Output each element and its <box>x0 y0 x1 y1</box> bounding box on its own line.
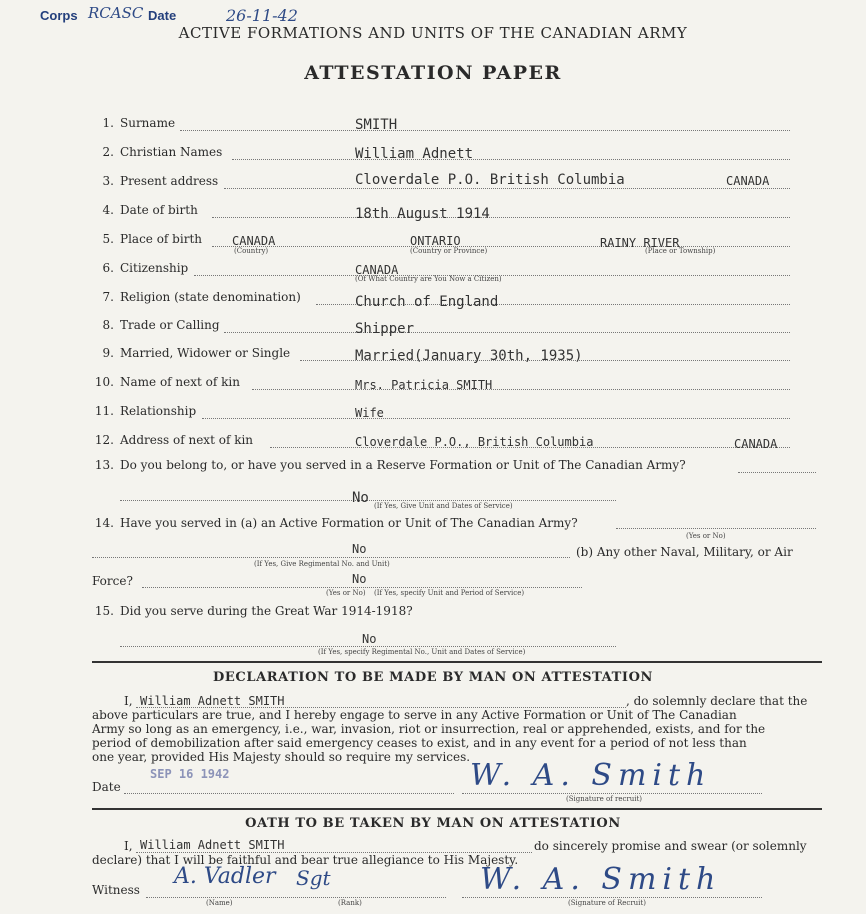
oath-line1-end: do sincerely promise and swear (or solemnly <box>534 839 807 853</box>
oath-signature-line <box>462 897 762 898</box>
item-3-country: CANADA <box>726 174 770 188</box>
declaration-signature-caption: (Signature of recruit) <box>566 795 643 803</box>
item-1-label: Surname <box>120 116 176 130</box>
q14-number: 14. <box>94 516 114 530</box>
item-8-label: Trade or Calling <box>120 318 220 332</box>
item-7-value: Church of England <box>355 294 499 310</box>
item-11-line <box>202 418 790 419</box>
item-5-place-caption: (Place or Township) <box>645 247 716 255</box>
form-header-title: ACTIVE FORMATIONS AND UNITS OF THE CANADIAN ARMY <box>178 24 688 42</box>
item-11-number: 11. <box>94 404 114 418</box>
witness-line <box>146 897 446 898</box>
item-4-line <box>212 217 790 218</box>
oath-title: OATH TO BE TAKEN BY MAN ON ATTESTATION <box>245 816 621 831</box>
declaration-date-stamp: SEP 16 1942 <box>150 767 230 781</box>
q15-answer-line <box>120 646 616 647</box>
q14-b-answer: No <box>352 572 367 586</box>
q14-b-caption: (If Yes, specify Unit and Period of Service) <box>374 589 525 597</box>
item-12-value: Cloverdale P.O., British Columbia <box>355 435 594 449</box>
item-5-province: ONTARIO <box>410 234 461 248</box>
item-1-value: SMITH <box>355 117 398 133</box>
q14-text: Have you served in (a) an Active Formation or Unit of The Canadian Army? <box>120 516 578 530</box>
item-1-number: 1. <box>102 116 114 130</box>
item-8-line <box>224 332 790 333</box>
item-2-value: William Adnett <box>355 146 474 162</box>
q15-text: Did you serve during the Great War 1914-1918? <box>120 604 413 618</box>
declaration-signature-line <box>462 793 762 794</box>
declaration-line3: Army so long as an emergency, i.e., war, invasion, riot or insurrection, real or apprehended, exists, and for the <box>92 722 766 736</box>
oath-i: I, <box>124 839 133 853</box>
q13-caption: (If Yes, Give Unit and Dates of Service) <box>374 502 513 510</box>
item-5-place: RAINY RIVER <box>600 236 680 250</box>
witness-label: Witness <box>92 883 140 897</box>
item-10-number: 10. <box>94 375 114 389</box>
item-2-label: Christian Names <box>120 145 223 159</box>
declaration-title: DECLARATION TO BE MADE BY MAN ON ATTESTATION <box>213 670 653 685</box>
q14-a-yesno-line <box>616 528 816 529</box>
item-4-value: 18th August 1914 <box>355 206 490 222</box>
q14-a-caption: (If Yes, Give Regimental No. and Unit) <box>254 560 390 568</box>
item-3-line <box>224 188 790 189</box>
declaration-name: William Adnett SMITH <box>140 694 285 708</box>
declaration-i: I, <box>124 694 133 708</box>
item-12-label: Address of next of kin <box>120 433 254 447</box>
witness-name-caption: (Name) <box>206 899 233 907</box>
declaration-line4: period of demobilization after said emergency ceases to exist, and in any event for a period of not less than <box>92 736 747 750</box>
oath-signature: W. A. Smith <box>480 862 722 897</box>
item-6-value: CANADA <box>355 263 399 277</box>
item-3-value: Cloverdale P.O. British Columbia <box>355 172 625 188</box>
q15-caption: (If Yes, specify Regimental No., Unit and Dates of Service) <box>318 648 526 656</box>
item-10-label: Name of next of kin <box>120 375 240 389</box>
item-5-number: 5. <box>102 232 114 246</box>
item-12-number: 12. <box>94 433 114 447</box>
declaration-line5: one year, provided His Majesty should so require my services. <box>92 750 471 764</box>
item-2-number: 2. <box>102 145 114 159</box>
item-3-label: Present address <box>120 174 219 188</box>
item-5-country: CANADA <box>232 234 276 248</box>
q14-a-answer: No <box>352 542 367 556</box>
item-9-value: Married(January 30th, 1935) <box>355 348 583 364</box>
q14-b-yesno-caption: (Yes or No) <box>326 589 366 597</box>
q14-force-label: Force? <box>92 574 133 588</box>
declaration-date-line <box>124 793 454 794</box>
item-8-value: Shipper <box>355 321 415 337</box>
declaration-date-label: Date <box>92 780 121 794</box>
q13-number: 13. <box>94 458 114 472</box>
q13-trailing-line <box>738 472 816 473</box>
oath-name: William Adnett SMITH <box>140 838 285 852</box>
q14-a-yesno-caption: (Yes or No) <box>686 532 726 540</box>
q15-number: 15. <box>94 604 114 618</box>
item-6-label: Citizenship <box>120 261 189 275</box>
q13-answer: No <box>352 490 369 506</box>
q13-text: Do you belong to, or have you served in a Reserve Formation or Unit of The Canadian Army? <box>120 458 686 472</box>
item-11-value: Wife <box>355 406 384 420</box>
oath-signature-caption: (Signature of Recruit) <box>568 899 646 907</box>
item-2-line <box>232 159 790 160</box>
corps-label: Corps <box>40 8 78 23</box>
item-5-province-caption: (Country or Province) <box>410 247 488 255</box>
q14-a-answer-line <box>92 557 570 558</box>
witness-rank-caption: (Rank) <box>338 899 362 907</box>
item-9-number: 9. <box>102 346 114 360</box>
item-6-number: 6. <box>102 261 114 275</box>
corps-date-value: 26-11-42 <box>226 6 298 25</box>
declaration-signature: W. A. Smith <box>470 758 712 793</box>
q14-b-text: (b) Any other Naval, Military, or Air <box>576 545 793 559</box>
item-11-label: Relationship <box>120 404 197 418</box>
item-1-line <box>180 130 790 131</box>
item-4-number: 4. <box>102 203 114 217</box>
declaration-line2: above particulars are true, and I hereby engage to serve in any Active Formation or Unit of The Canadian <box>92 708 737 722</box>
item-7-label: Religion (state denomination) <box>120 290 301 304</box>
date-label: Date <box>148 8 177 23</box>
divider-top <box>92 661 822 663</box>
item-7-number: 7. <box>102 290 114 304</box>
item-3-number: 3. <box>102 174 114 188</box>
declaration-line1-end: , do solemnly declare that the <box>626 694 808 708</box>
item-10-line <box>252 389 790 390</box>
witness-rank: Sgt <box>296 866 331 890</box>
divider-bottom <box>92 808 822 810</box>
witness-signature: A. Vadler <box>174 864 276 889</box>
q15-answer: No <box>362 632 377 646</box>
item-5-label: Place of birth <box>120 232 202 246</box>
item-12-country: CANADA <box>734 437 778 451</box>
item-4-label: Date of birth <box>120 203 198 217</box>
form-title: ATTESTATION PAPER <box>304 62 562 84</box>
item-9-label: Married, Widower or Single <box>120 346 291 360</box>
corps-handwriting: RCASC <box>88 4 144 22</box>
item-5-country-caption: (Country) <box>234 247 269 255</box>
item-8-number: 8. <box>102 318 114 332</box>
item-10-value: Mrs. Patricia SMITH <box>355 378 493 392</box>
q14-b-answer-line <box>142 587 582 588</box>
oath-line2: declare) that I will be faithful and bear true allegiance to His Majesty. <box>92 853 519 867</box>
item-6-caption: (Of What Country are You Now a Citizen) <box>355 275 502 283</box>
